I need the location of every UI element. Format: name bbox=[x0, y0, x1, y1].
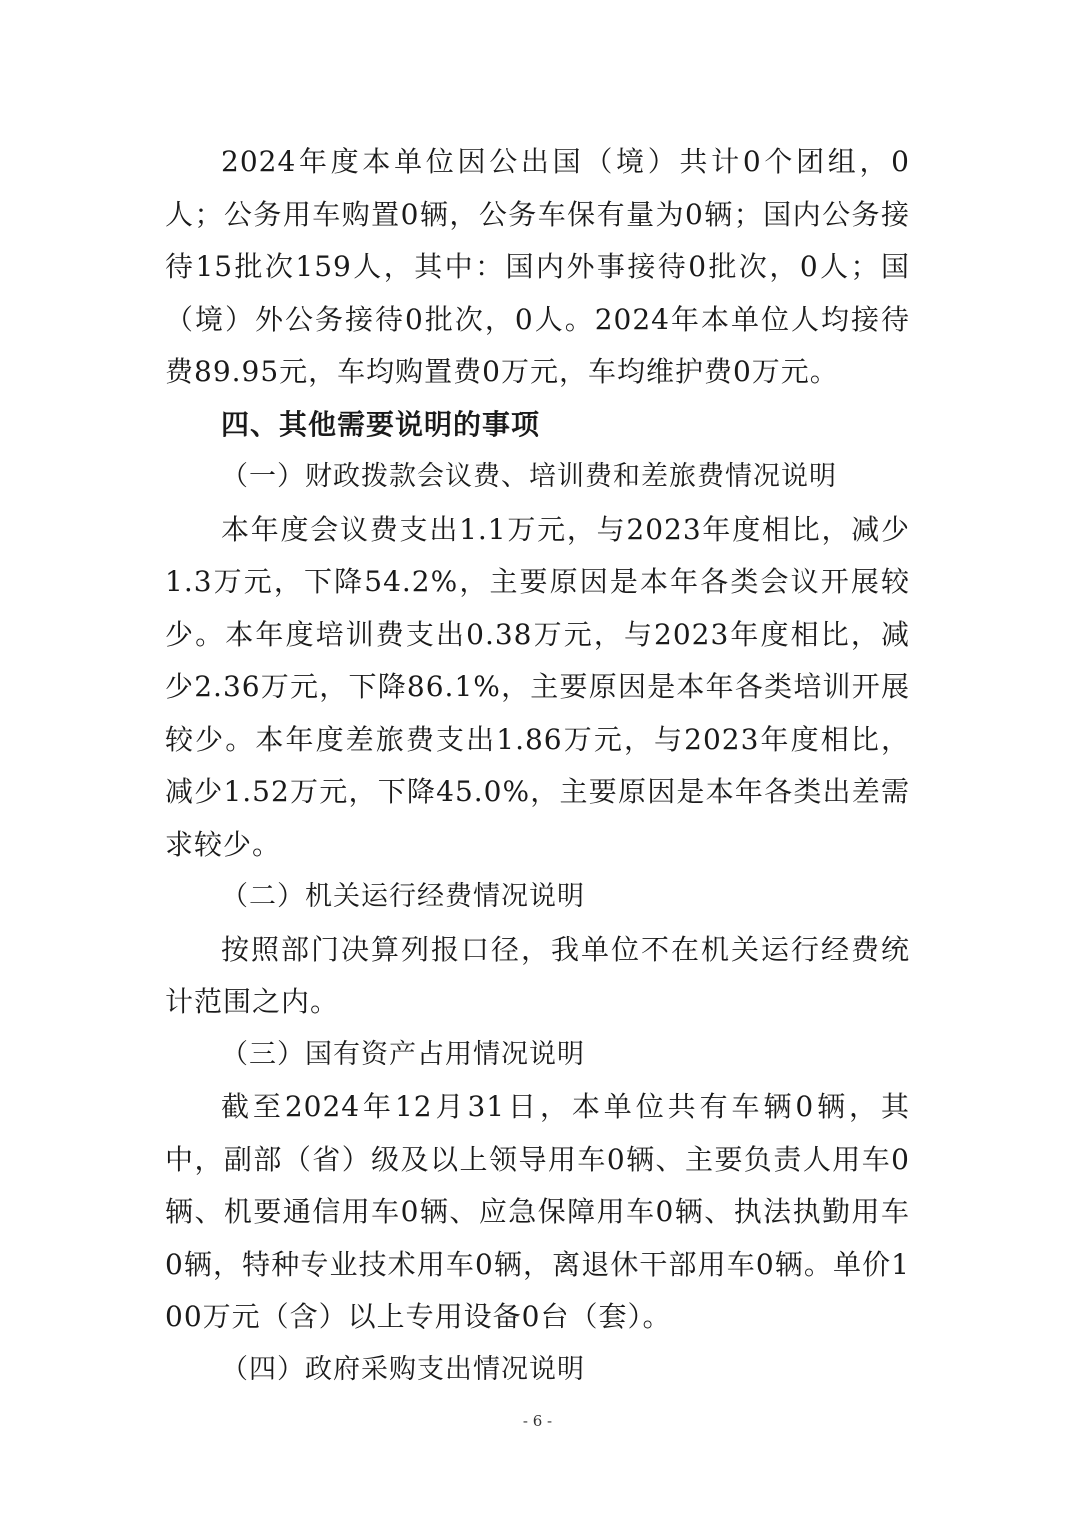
document-body bbox=[165, 136, 910, 1396]
paragraph-state-assets: 截至2024年12月31日，本单位共有车辆0辆，其中，副部（省）级及以上领导用车0辆、主要负责人用车0辆、机要通信用车0辆、应急保障用车0辆、执法执勤用车0辆，特种专业技术用车0辆，离退休干部用车0辆。单价100万元（含）以上专用设备0台（套）。 bbox=[165, 1090, 910, 1333]
paragraph-overseas-reception: 2024年度本单位因公出国（境）共计0个团组，0人；公务用车购置0辆，公务车保有量为0辆；国内公务接待15批次159人，其中：国内外事接待0批次，0人；国（境）外公务接待0批次，0人。2024年本单位人均接待费89.95元，车均购置费0万元，车均维护费0万元。 bbox=[165, 145, 910, 388]
subheading-state-assets: （三）国有资产占用情况说明 bbox=[221, 1038, 585, 1070]
paragraph-operating-funds: 按照部门决算列报口径，我单位不在机关运行经费统计范围之内。 bbox=[165, 932, 910, 1018]
section-heading-other-matters: 四、其他需要说明的事项 bbox=[221, 407, 541, 441]
subheading-operating-funds: （二）机关运行经费情况说明 bbox=[221, 881, 585, 912]
page-number: - 6 - bbox=[522, 1412, 553, 1430]
subheading-government-procurement: （四）政府采购支出情况说明 bbox=[221, 1353, 585, 1385]
paragraph-meeting-training-travel: 本年度会议费支出1.1万元，与2023年度相比，减少1.3万元，下降54.2%，主要原因是本年各类会议开展较少。本年度培训费支出0.38万元，与2023年度相比，减少2.36万元，下降86.1%，主要原因是本年各类培训开展较少。本年度差旅费支出1.86万元，与2023年度相比，减少1.52万元，下降45.0%，主要原因是本年各类出差需求较少。 bbox=[165, 512, 910, 861]
subheading-meeting-training-travel: （一）财政拨款会议费、培训费和差旅费情况说明 bbox=[221, 461, 837, 492]
